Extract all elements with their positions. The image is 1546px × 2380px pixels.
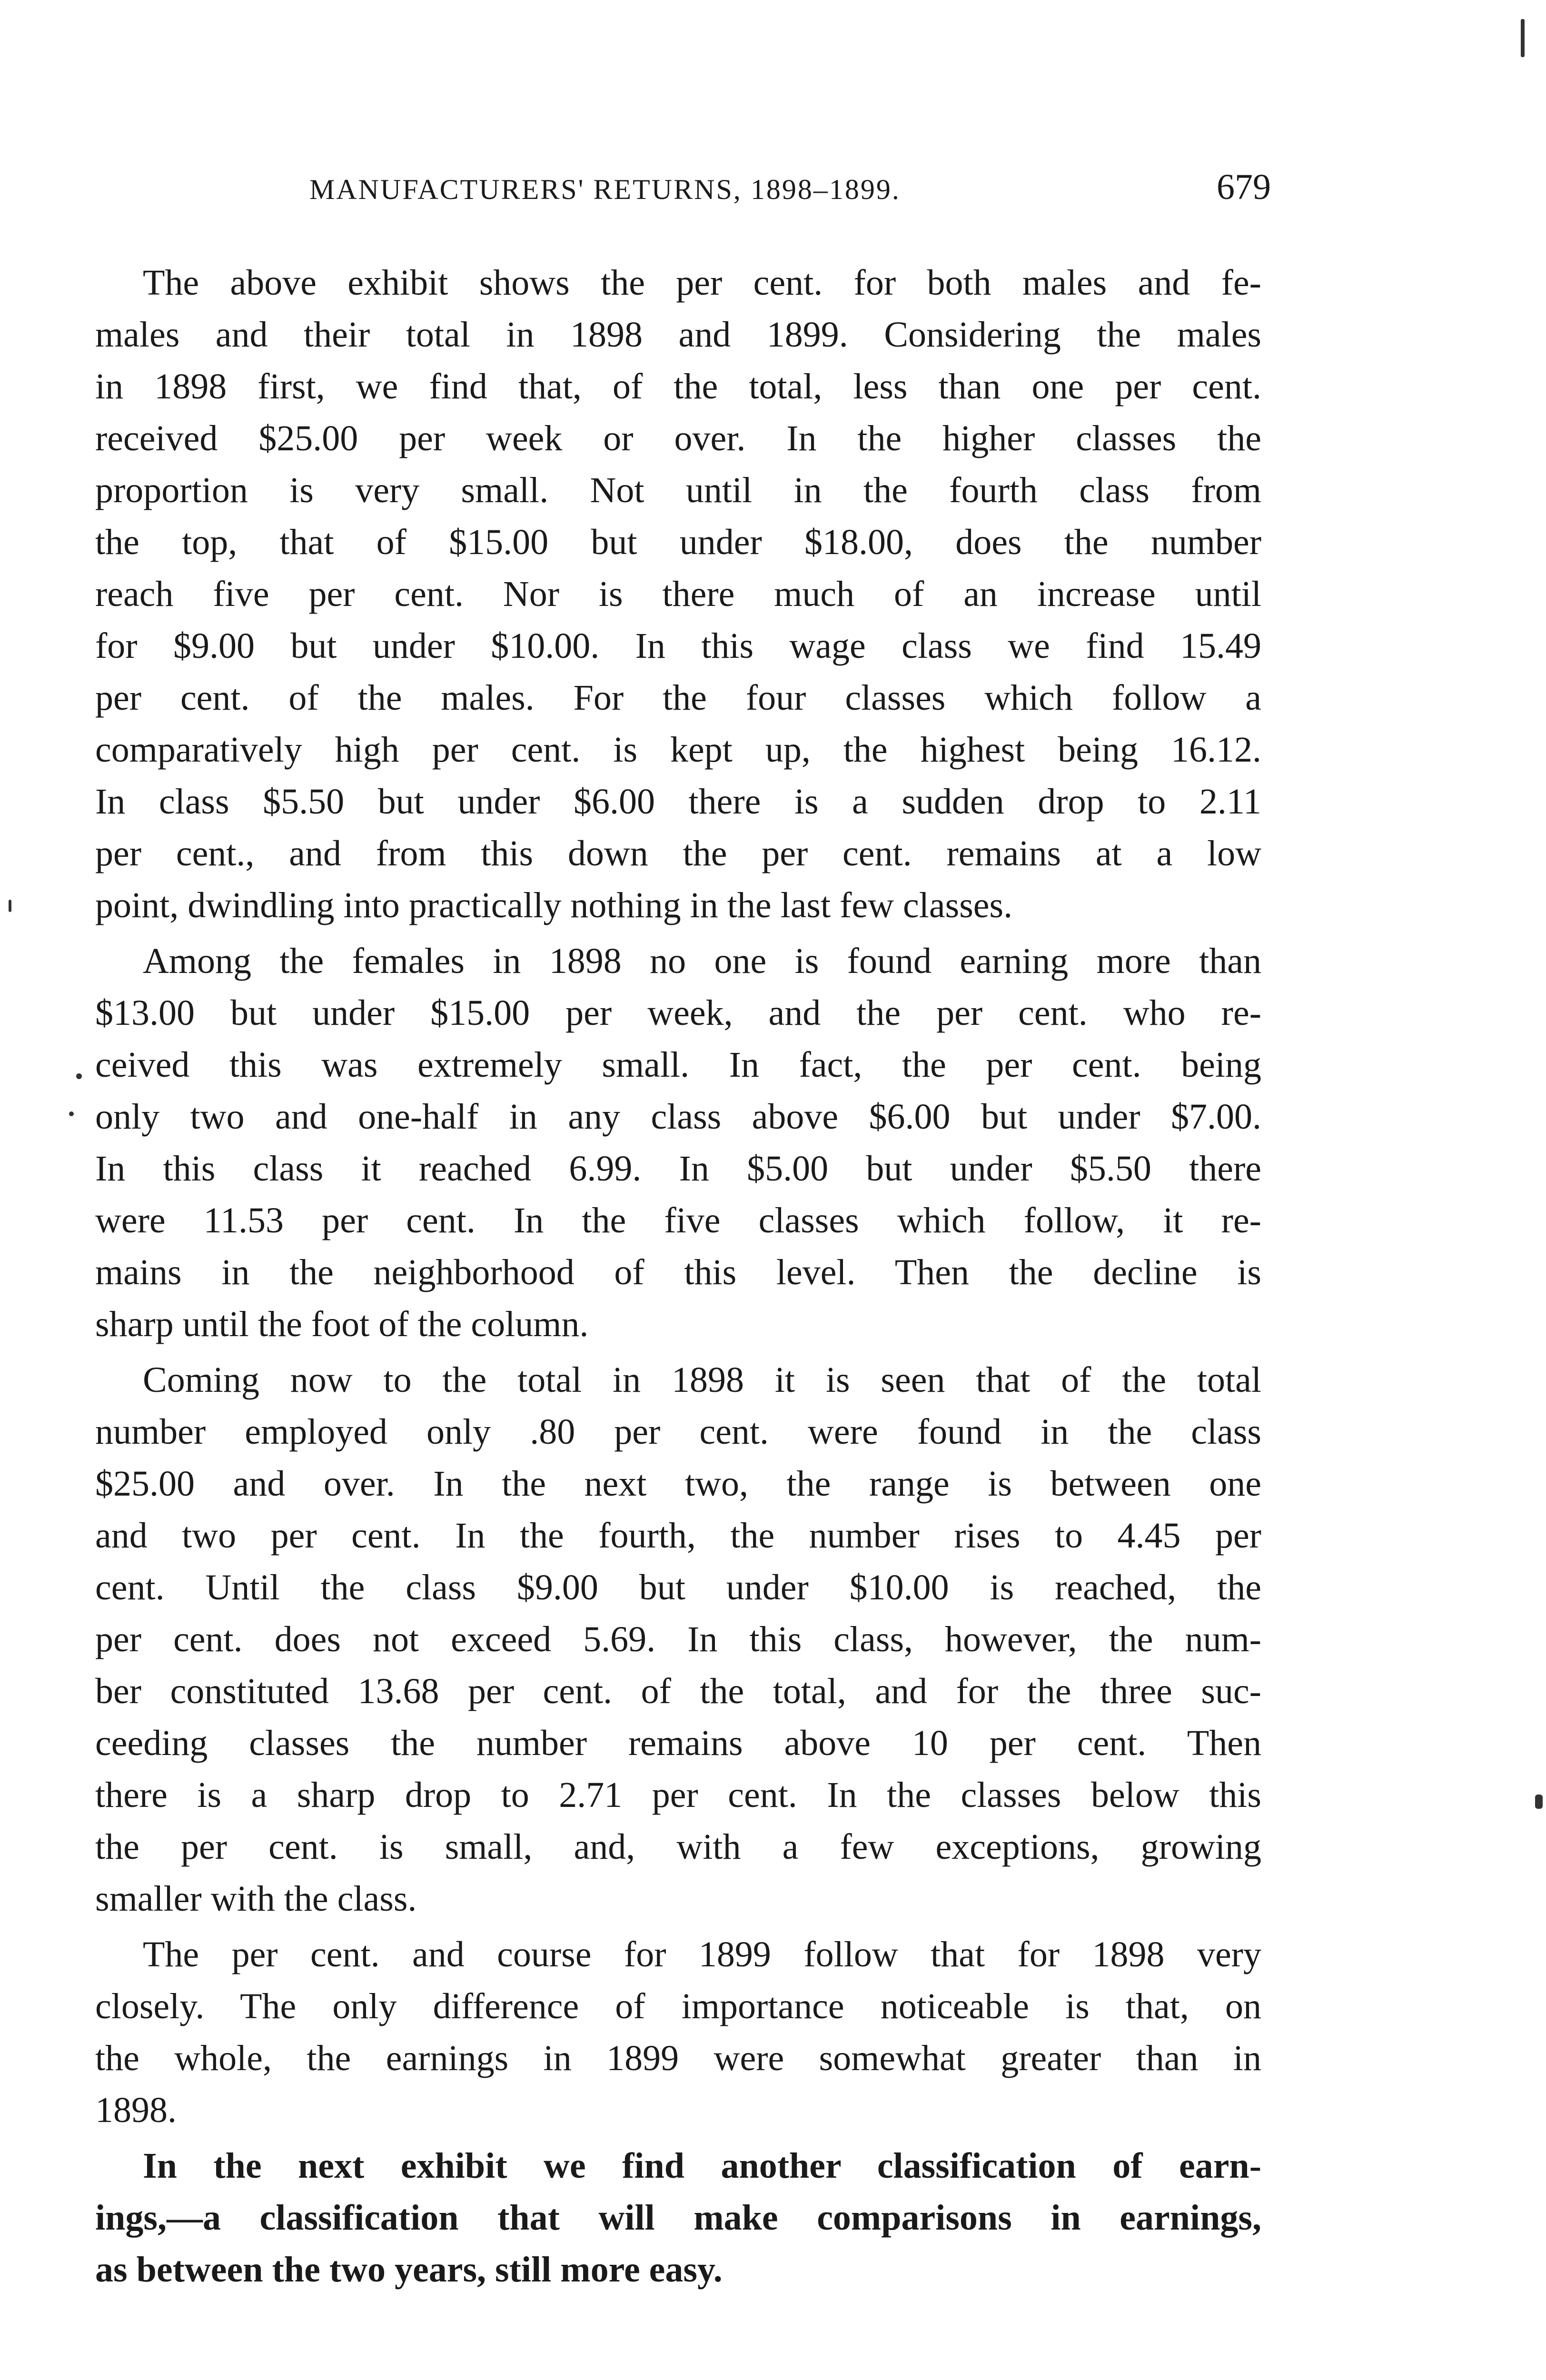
text-line: ceived this was extremely small. In fact, the per cent. being xyxy=(95,1045,1261,1085)
paragraph-1899-comparison xyxy=(95,1929,1261,2136)
text-line: as between the two years, still more easy. xyxy=(95,2250,723,2290)
text-line: point, dwindling into practically nothing in the last few classes. xyxy=(95,885,1013,925)
scan-speck xyxy=(1535,1795,1543,1809)
text-line: males and their total in 1898 and 1899. Considering the males xyxy=(95,315,1261,355)
scan-speck xyxy=(9,900,11,912)
text-line: received $25.00 per week or over. In the higher classes the xyxy=(95,418,1261,458)
paragraph-next-exhibit xyxy=(95,2140,1261,2296)
running-head xyxy=(309,167,1271,219)
text-line: ber constituted 13.68 per cent. of the total, and for the three suc- xyxy=(95,1671,1261,1711)
text-line: $13.00 but under $15.00 per week, and the per cent. who re- xyxy=(95,993,1261,1033)
text-line: per cent. of the males. For the four classes which follow a xyxy=(95,678,1261,718)
text-line: cent. Until the class $9.00 but under $10.00 is reached, the xyxy=(95,1567,1261,1607)
text-line: the per cent. is small, and, with a few exceptions, growing xyxy=(95,1827,1261,1867)
text-line: The above exhibit shows the per cent. for both males and fe- xyxy=(143,263,1261,303)
text-line: for $9.00 but under $10.00. In this wage class we find 15.49 xyxy=(95,626,1261,666)
paragraph-males-1898 xyxy=(95,257,1261,932)
text-line: the whole, the earnings in 1899 were somewhat greater than in xyxy=(95,2038,1261,2078)
text-line: there is a sharp drop to 2.71 per cent. In the classes below this xyxy=(95,1775,1261,1815)
text-line: number employed only .80 per cent. were found in the class xyxy=(95,1412,1261,1452)
paragraph-females-1898 xyxy=(95,935,1261,1350)
text-line: The per cent. and course for 1899 follow that for 1898 very xyxy=(143,1934,1261,1974)
text-line: In class $5.50 but under $6.00 there is a sudden drop to 2.11 xyxy=(95,782,1261,822)
text-line: proportion is very small. Not until in the fourth class from xyxy=(95,470,1261,510)
scan-speck xyxy=(69,1111,74,1116)
text-line: reach five per cent. Nor is there much of an increase until xyxy=(95,574,1261,614)
text-line: ceeding classes the number remains above 10 per cent. Then xyxy=(95,1723,1261,1763)
text-line: In this class it reached 6.99. In $5.00 but under $5.50 there xyxy=(95,1149,1261,1189)
text-line: Coming now to the total in 1898 it is seen that of the total xyxy=(143,1360,1261,1400)
text-line: were 11.53 per cent. In the five classes which follow, it re- xyxy=(95,1200,1261,1240)
text-line: closely. The only difference of importance noticeable is that, on xyxy=(95,1986,1261,2026)
text-line: ings,—a classification that will make comparisons in earnings, xyxy=(95,2198,1261,2238)
text-line: comparatively high per cent. is kept up, the highest being 16.12. xyxy=(95,730,1261,770)
text-line: per cent. does not exceed 5.69. In this class, however, the num- xyxy=(95,1619,1261,1659)
scan-speck xyxy=(76,1073,82,1079)
scan-speck xyxy=(1521,19,1525,57)
text-line: only two and one-half in any class above $6.00 but under $7.00. xyxy=(95,1097,1261,1137)
text-line: Among the females in 1898 no one is found earning more than xyxy=(143,941,1261,981)
text-line: In the next exhibit we find another classification of earn- xyxy=(143,2146,1261,2186)
text-line: mains in the neighborhood of this level. Then the decline is xyxy=(95,1252,1261,1292)
text-line: sharp until the foot of the column. xyxy=(95,1304,589,1344)
body-text xyxy=(95,257,1261,2300)
paragraph-total-1898 xyxy=(95,1354,1261,1925)
text-line: the top, that of $15.00 but under $18.00, does the number xyxy=(95,522,1261,562)
text-line: and two per cent. In the fourth, the number rises to 4.45 per xyxy=(95,1516,1261,1556)
text-line: 1898. xyxy=(95,2090,177,2130)
text-line: in 1898 first, we find that, of the total, less than one per cent. xyxy=(95,367,1261,407)
running-title: MANUFACTURERS' RETURNS, 1898–1899. xyxy=(309,174,901,205)
page-number: 679 xyxy=(1217,167,1271,207)
text-line: $25.00 and over. In the next two, the range is between one xyxy=(95,1464,1261,1504)
text-line: per cent., and from this down the per cent. remains at a low xyxy=(95,833,1261,873)
text-line: smaller with the class. xyxy=(95,1879,417,1919)
